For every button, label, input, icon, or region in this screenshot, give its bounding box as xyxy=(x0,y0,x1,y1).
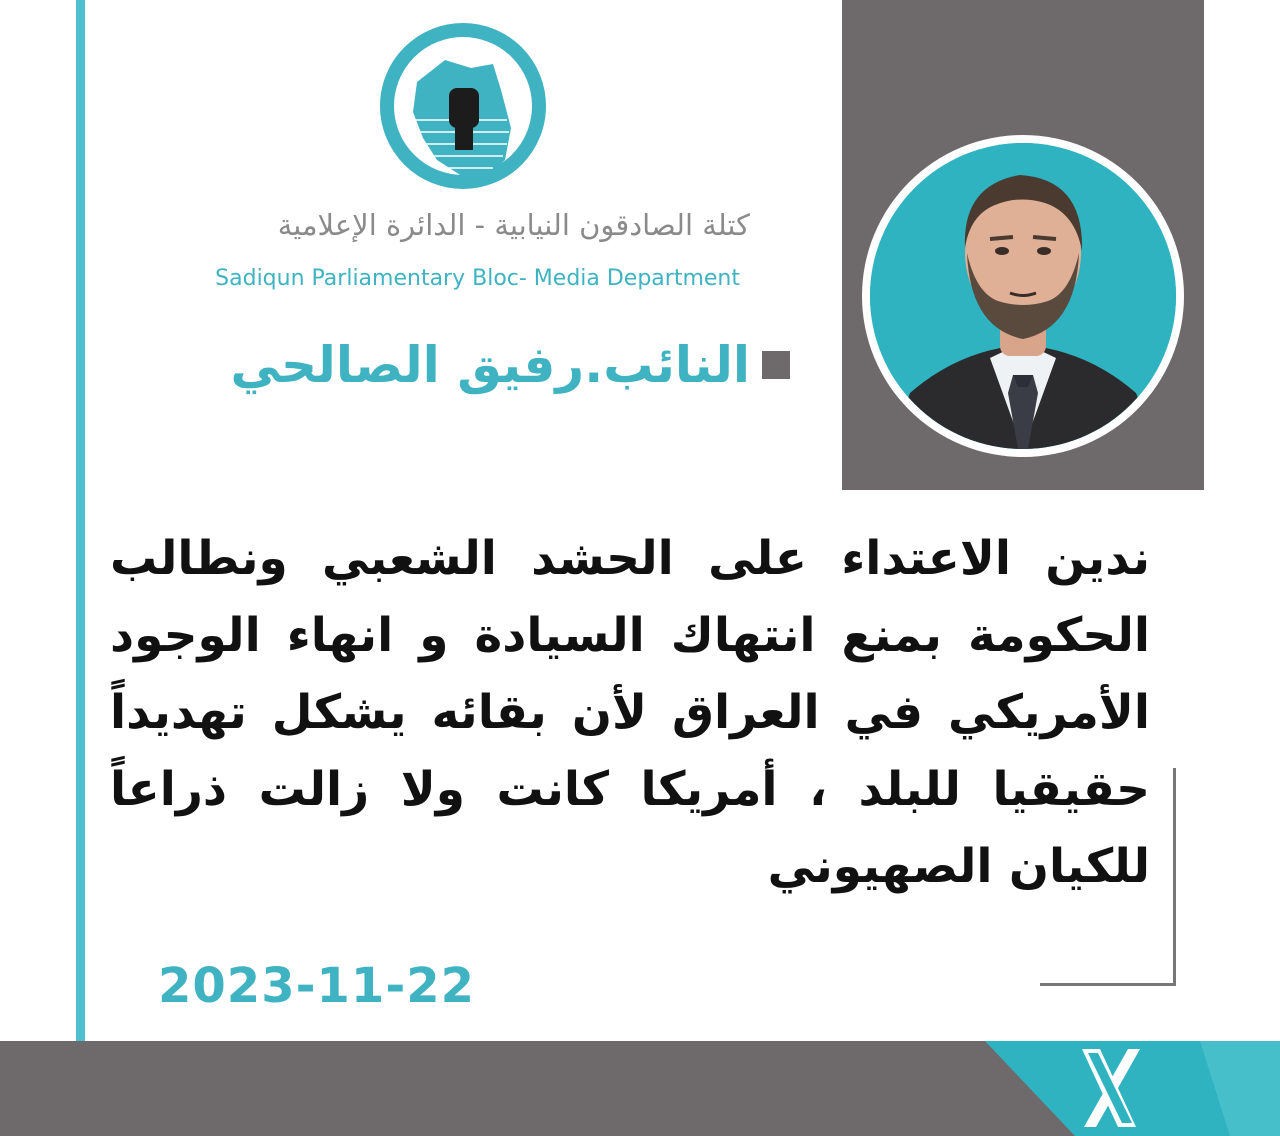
logo-emblem xyxy=(375,20,555,195)
portrait-illustration xyxy=(870,143,1176,449)
bloc-name-english: Sadiqun Parliamentary Bloc- Media Department xyxy=(215,266,740,291)
bullet-square-icon xyxy=(762,351,790,379)
statement-frame-right xyxy=(1165,768,1176,986)
speaker-name-row xyxy=(120,336,790,394)
statement-frame-bottom xyxy=(1040,983,1173,986)
speaker-name: النائب.رفيق الصالحي xyxy=(230,336,750,394)
left-accent-stripe xyxy=(76,0,85,1050)
statement-date: 2023-11-22 xyxy=(158,958,476,1014)
bloc-name-arabic: كتلة الصادقون النيابية - الدائرة الإعلامية xyxy=(277,208,750,242)
footer-accent xyxy=(0,1041,1280,1136)
sadiqun-logo xyxy=(375,20,555,195)
statement-text: ندين الاعتداء على الحشد الشعبي ونطالب الحكومة بمنع انتهاك السيادة و انهاء الوجود الأمريكي في العراق لأن بقائه يشكل تهديداً حقيقيا للبلد ، أمريكا كانت ولا زالت ذراعاً للكيان الصهيوني xyxy=(110,531,1150,894)
speaker-portrait xyxy=(870,143,1176,449)
